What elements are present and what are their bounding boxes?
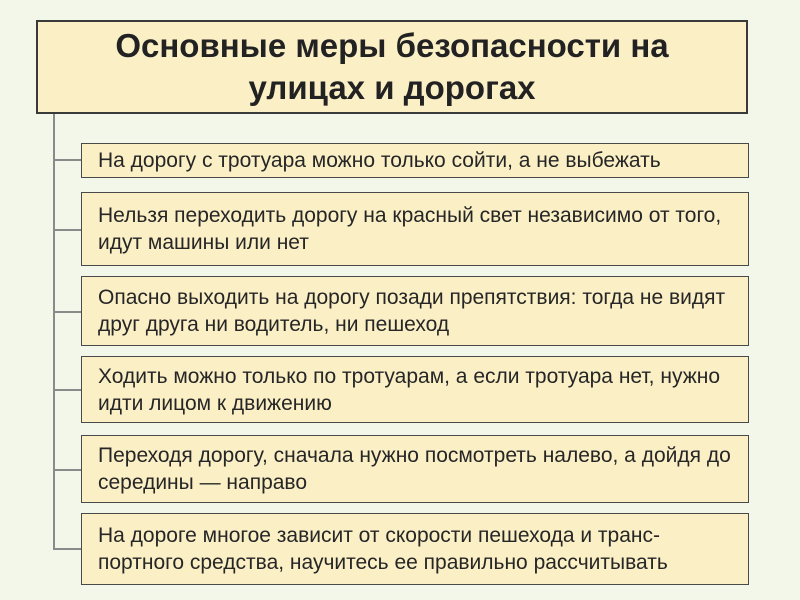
connector-line-6 [53, 548, 81, 550]
safety-rule-6: На дороге многое зависит от скорости пешехода и транс-портного средства, научитесь ее правильно рассчитывать [81, 513, 749, 585]
connector-line-3 [53, 311, 81, 313]
safety-rule-5: Переходя дорогу, сначала нужно посмотреть налево, а дойдя до середины — направо [81, 435, 749, 503]
safety-rule-3: Опасно выходить на дорогу позади препятствия: тогда не видят друг друга ни водитель, ни пешеход [81, 276, 749, 346]
safety-rule-4: Ходить можно только по тротуарам, а если тротуара нет, нужно идти лицом к движению [81, 356, 749, 423]
connector-spine [53, 114, 55, 548]
safety-rule-2: Нельзя переходить дорогу на красный свет независимо от того, идут машины или нет [81, 192, 749, 266]
connector-line-1 [53, 159, 81, 161]
connector-line-4 [53, 389, 81, 391]
connector-line-5 [53, 469, 81, 471]
diagram-title: Основные меры безопасности на улицах и дорогах [36, 20, 748, 114]
safety-rule-1: На дорогу с тротуара можно только сойти, а не выбежать [81, 143, 749, 178]
connector-line-2 [53, 229, 81, 231]
